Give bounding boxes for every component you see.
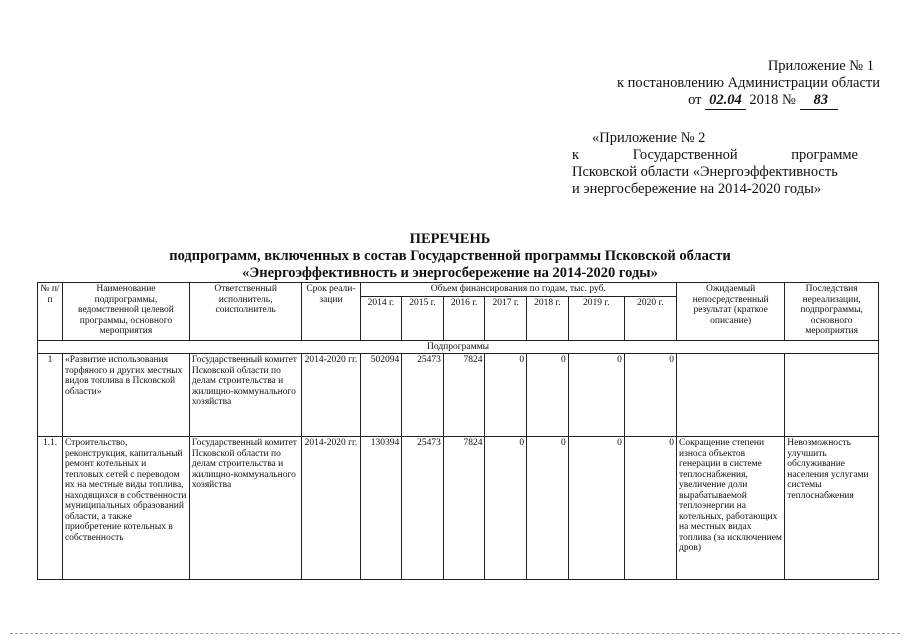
header-name: Наименование подпрограммы, ведомственной целевой программы, основного мероприятия <box>62 283 189 341</box>
cell-value: 502094 <box>360 354 402 437</box>
cell-num: 1 <box>38 354 63 437</box>
table-row <box>38 354 879 437</box>
appendix-1-date-line <box>560 92 880 110</box>
section-label: Подпрограммы <box>38 340 879 354</box>
cell-value: 0 <box>485 437 527 580</box>
header-year: 2017 г. <box>485 296 527 340</box>
header-year: 2016 г. <box>443 296 485 340</box>
header-volume: Объем финансирования по годам, тыс. руб. <box>360 283 676 297</box>
appendix-2-line3: Псковской области «Энергоэффективность <box>572 164 838 180</box>
cell-value: 0 <box>527 354 569 437</box>
cell-executor: Государственный комитет Псковской области по делам строительства и жилищно-коммунального хозяйства <box>189 437 301 580</box>
page-subtitle: подпрограмм, включенных в состав Государственной программы Псковской области <box>169 248 731 264</box>
cell-term: 2014-2020 гг. <box>302 354 360 437</box>
cell-value: 0 <box>624 437 676 580</box>
table-row <box>38 437 879 580</box>
cell-value: 25473 <box>402 354 444 437</box>
word-k: к <box>572 147 580 163</box>
cell-value: 130394 <box>360 437 402 580</box>
year-text: 2018 № <box>749 92 796 108</box>
cell-value: 0 <box>485 354 527 437</box>
cell-name: «Развитие использования торфяного и других местных видов топлива в Псковской области» <box>62 354 189 437</box>
word-gos: Государственной <box>632 147 738 163</box>
date-prefix: от <box>688 92 702 108</box>
appendix-2-line4: и энергосбережение на 2014-2020 годы» <box>572 181 822 197</box>
header-result: Ожидаемый непосредственный результат (краткое описание) <box>677 283 785 341</box>
appendix-1-resolution: к постановлению Администрации области <box>616 75 880 91</box>
cell-value: 0 <box>568 354 624 437</box>
cell-term: 2014-2020 гг. <box>302 437 360 580</box>
cell-executor: Государственный комитет Псковской области по делам строительства и жилищно-коммунального хозяйства <box>189 354 301 437</box>
header-year: 2015 г. <box>402 296 444 340</box>
appendix-2-block <box>572 130 858 198</box>
cell-name: Строительство, реконструкция, капитальный ремонт котельных и тепловых сетей с переводом их на местные виды топлива, находящихся в собственности муниципальных образований области, а также приобретение котельных в собственность <box>62 437 189 580</box>
page-edge-line <box>10 633 900 634</box>
header-year: 2020 г. <box>624 296 676 340</box>
cell-result: Сокращение степени износа объектов генерации в системе теплоснабжения, увеличение доли вырабатываемой теплоэнергии на котельных, работающих на местных видах топлива (за исключением дров) <box>677 437 785 580</box>
cell-value: 0 <box>624 354 676 437</box>
cell-value: 7824 <box>443 354 485 437</box>
cell-value: 0 <box>527 437 569 580</box>
page-title: ПЕРЕЧЕНЬ <box>409 231 491 247</box>
cell-consequences <box>785 354 879 437</box>
word-prog: программе <box>791 147 858 163</box>
cell-consequences: Невозможность улучшить обслуживание населения услугами системы теплоснабжения <box>785 437 879 580</box>
cell-value: 7824 <box>443 437 485 580</box>
subprograms-table <box>37 282 879 580</box>
header-term: Срок реали-зации <box>302 283 360 341</box>
appendix-1-title: Приложение № 1 <box>767 58 874 74</box>
appendix-2-title: «Приложение № 2 <box>592 130 706 146</box>
cell-value: 25473 <box>402 437 444 580</box>
header-num: № п/п <box>38 283 63 341</box>
cell-value: 0 <box>568 437 624 580</box>
section-row <box>38 340 879 354</box>
header-year: 2019 г. <box>568 296 624 340</box>
appendix-2-line2 <box>572 147 858 164</box>
header-year: 2018 г. <box>527 296 569 340</box>
header-executor: Ответственный исполнитель, соисполнитель <box>189 283 301 341</box>
header-row <box>38 283 879 297</box>
handwritten-number: 83 <box>800 92 839 110</box>
page-subtitle-program: «Энергоэффективность и энергосбережение на 2014-2020 годы» <box>242 265 658 281</box>
cell-num: 1.1. <box>38 437 63 580</box>
header-consequences: Последствия нереализации, подпрограммы, основного мероприятия <box>785 283 879 341</box>
handwritten-date: 02.04 <box>705 92 746 110</box>
appendix-1-block <box>560 58 880 110</box>
header-year: 2014 г. <box>360 296 402 340</box>
cell-result <box>677 354 785 437</box>
